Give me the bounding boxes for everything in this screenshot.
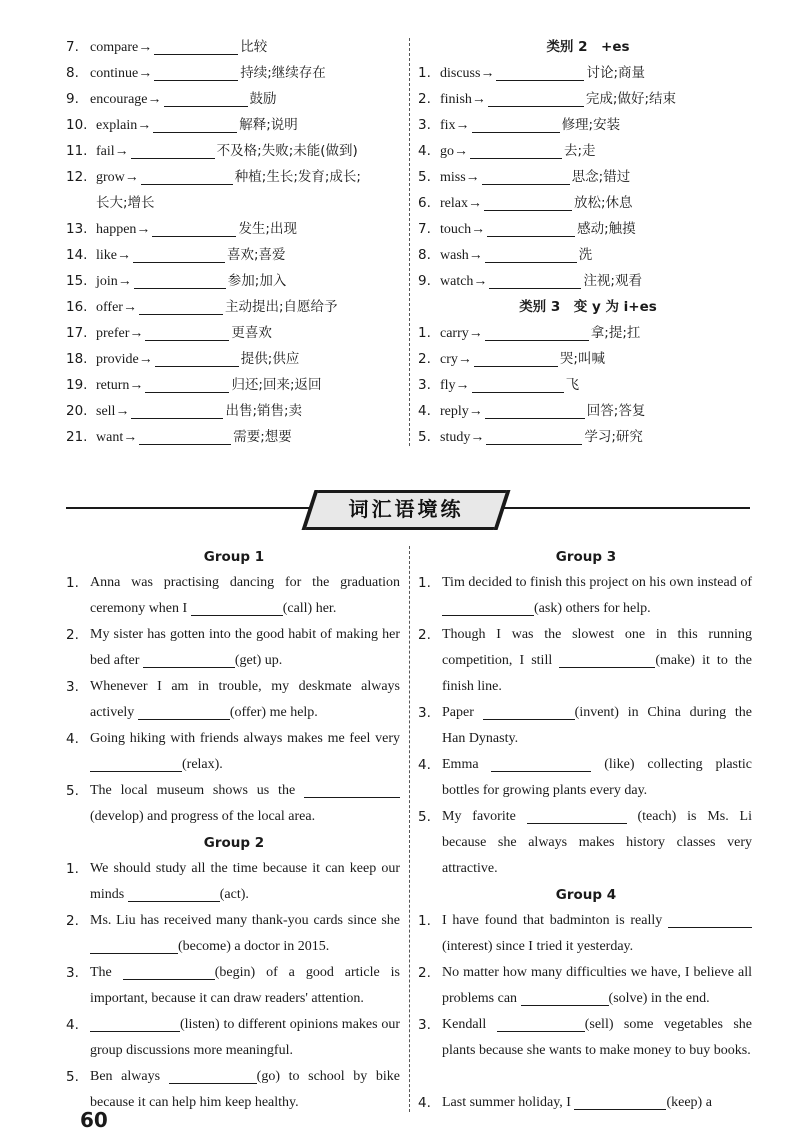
answer-blank[interactable] [141, 168, 233, 185]
group1-question-2: 2. My sister has gotten into the good habit of making her bed after (get) up. [66, 627, 400, 668]
answer-blank[interactable] [486, 428, 582, 445]
answer-blank[interactable] [482, 168, 570, 185]
list-item: 4. reply→ 回答;答复 [418, 403, 646, 419]
answer-blank[interactable] [483, 703, 575, 720]
list-item: 11. fail→ 不及格;失败;未能(做到) [66, 143, 358, 159]
list-item: 长大;增长 [96, 195, 155, 211]
answer-blank[interactable] [497, 1015, 585, 1032]
list-item: 4. go→ 去;走 [418, 143, 596, 159]
group3-question-4: 4. Emma (like) collecting plastic bottles for growing plants every day. [418, 757, 752, 798]
group1-question-4: 4. Going hiking with friends always makes me feel very (relax). [66, 731, 400, 772]
group2-question-4: 4. (listen) to different opinions makes our group discussions more meaningful. [66, 1017, 400, 1058]
answer-blank[interactable] [90, 1015, 180, 1032]
group-4-title: Group 4 [555, 887, 617, 903]
answer-blank[interactable] [145, 376, 229, 393]
list-item: 3. fix→ 修理;安装 [418, 117, 621, 133]
answer-blank[interactable] [484, 194, 572, 211]
left-word-list [66, 34, 396, 450]
list-item: 5. miss→ 思念;错过 [418, 169, 631, 185]
list-item: 7. touch→ 感动;触摸 [418, 221, 636, 237]
section-rule-left [66, 507, 312, 509]
list-item: 10. explain→ 解释;说明 [66, 117, 298, 133]
list-item: 13. happen→ 发生;出现 [66, 221, 297, 237]
answer-blank[interactable] [154, 38, 238, 55]
answer-blank[interactable] [304, 781, 400, 798]
answer-blank[interactable] [521, 989, 609, 1006]
section-title: 词汇语境练 [348, 497, 464, 521]
list-item: 8. continue→ 持续;继续存在 [66, 65, 326, 81]
list-item: 2. cry→ 哭;叫喊 [418, 351, 605, 367]
column-divider-bottom [409, 546, 410, 1112]
answer-blank[interactable] [90, 755, 182, 772]
answer-blank[interactable] [472, 376, 564, 393]
category-3-title: 类别 3 变 y 为 i+es [519, 299, 657, 315]
list-item: 5. study→ 学习;研究 [418, 429, 643, 445]
list-item: 6. relax→ 放松;休息 [418, 195, 633, 211]
group4-question-1: 1. I have found that badminton is really (interest) since I tried it yesterday. [418, 908, 752, 960]
answer-blank[interactable] [496, 64, 584, 81]
list-item: 16. offer→ 主动提出;自愿给予 [66, 299, 338, 315]
answer-blank[interactable] [143, 651, 235, 668]
answer-blank[interactable] [489, 272, 581, 289]
answer-blank[interactable] [138, 703, 230, 720]
list-item: 20. sell→ 出售;销售;卖 [66, 403, 303, 419]
answer-blank[interactable] [131, 402, 223, 419]
list-item: 1. discuss→ 讨论;商量 [418, 65, 646, 81]
list-item: 1. carry→ 拿;提;扛 [418, 325, 641, 341]
answer-blank[interactable] [134, 272, 226, 289]
page-number: 60 [80, 1108, 108, 1132]
answer-blank[interactable] [169, 1067, 257, 1084]
group3-question-3: 3. Paper (invent) in China during the Han Dynasty. [418, 705, 753, 746]
answer-blank[interactable] [527, 807, 627, 824]
answer-blank[interactable] [133, 246, 225, 263]
list-item: 18. provide→ 提供;供应 [66, 351, 300, 367]
group2-question-5: 5. Ben always (go) to school by bike because it can help him keep healthy. [66, 1069, 401, 1110]
group2-question-2: 2. Ms. Liu has received many thank-you cards since she (become) a doctor in 2015. [66, 913, 400, 954]
list-item: 8. wash→ 洗 [418, 247, 593, 263]
answer-blank[interactable] [139, 428, 231, 445]
answer-blank[interactable] [442, 599, 534, 616]
group1-question-1: 1. Anna was practising dancing for the graduation ceremony when I (call) her. [66, 575, 400, 616]
list-item: 2. finish→ 完成;做好;结束 [418, 91, 676, 107]
answer-blank[interactable] [485, 324, 589, 341]
group4-question-3: 3. Kendall (sell) some vegetables she plants because she wants to make money to buy books. [418, 1017, 753, 1058]
list-item: 12. grow→ 种植;生长;发育;成长; [66, 169, 361, 185]
list-item: 14. like→ 喜欢;喜爱 [66, 247, 286, 263]
group3-question-2: 2. Though I was the slowest one in this running competition, I still (make) it to the finish line. [418, 627, 753, 694]
group3-question-1: 1. Tim decided to finish this project on his own instead of (ask) others for help. [418, 575, 752, 616]
answer-blank[interactable] [485, 246, 577, 263]
group1-question-5: 5. The local museum shows us the (develop) and progress of the local area. [66, 778, 400, 830]
answer-blank[interactable] [90, 937, 178, 954]
group-3-title: Group 3 [555, 549, 617, 565]
answer-blank[interactable] [139, 298, 223, 315]
group2-question-3: 3. The (begin) of a good article is important, because it can draw readers' attention. [66, 965, 401, 1006]
answer-blank[interactable] [487, 220, 575, 237]
answer-blank[interactable] [485, 402, 585, 419]
answer-blank[interactable] [474, 350, 558, 367]
group4-question-4: 4. Last summer holiday, I (keep) a [418, 1095, 712, 1111]
group-2-title: Group 2 [203, 835, 265, 851]
list-item: 9. watch→ 注视;观看 [418, 273, 642, 289]
answer-blank[interactable] [470, 142, 562, 159]
answer-blank[interactable] [152, 220, 236, 237]
answer-blank[interactable] [145, 324, 229, 341]
list-item: 19. return→ 归还;回来;返回 [66, 377, 322, 393]
section-rule-right [500, 507, 750, 509]
list-item: 21. want→ 需要;想要 [66, 429, 292, 445]
answer-blank[interactable] [123, 963, 215, 980]
answer-blank[interactable] [472, 116, 560, 133]
list-item: 15. join→ 参加;加入 [66, 273, 287, 289]
group1-question-3: 3. Whenever I am in trouble, my deskmate always actively (offer) me help. [66, 679, 400, 720]
group3-question-5: 5. My favorite (teach) is Ms. Li because she always makes history classes very attractive. [418, 809, 752, 876]
answer-blank[interactable] [574, 1093, 666, 1110]
answer-blank[interactable] [191, 599, 283, 616]
answer-blank[interactable] [128, 885, 220, 902]
list-item: 9. encourage→ 鼓励 [66, 91, 277, 107]
group-1-title: Group 1 [203, 549, 265, 565]
column-divider-top [409, 38, 410, 446]
list-item: 17. prefer→ 更喜欢 [66, 325, 272, 341]
answer-blank[interactable] [155, 350, 239, 367]
group4-question-2: 2. No matter how many difficulties we have, I believe all problems can (solve) in the end. [418, 965, 752, 1006]
answer-blank[interactable] [668, 911, 752, 928]
answer-blank[interactable] [488, 90, 584, 107]
answer-blank[interactable] [164, 90, 248, 107]
answer-blank[interactable] [559, 651, 655, 668]
answer-blank[interactable] [153, 116, 237, 133]
answer-blank[interactable] [491, 755, 591, 772]
right-word-list [418, 34, 758, 450]
list-item: 3. fly→ 飞 [418, 377, 580, 393]
list-item: 7. compare→ 比较 [66, 39, 268, 55]
group2-question-1: 1. We should study all the time because it can keep our minds (act). [66, 861, 400, 902]
answer-blank[interactable] [131, 142, 215, 159]
answer-blank[interactable] [154, 64, 238, 81]
category-2-title: 类别 2 +es [546, 39, 630, 55]
